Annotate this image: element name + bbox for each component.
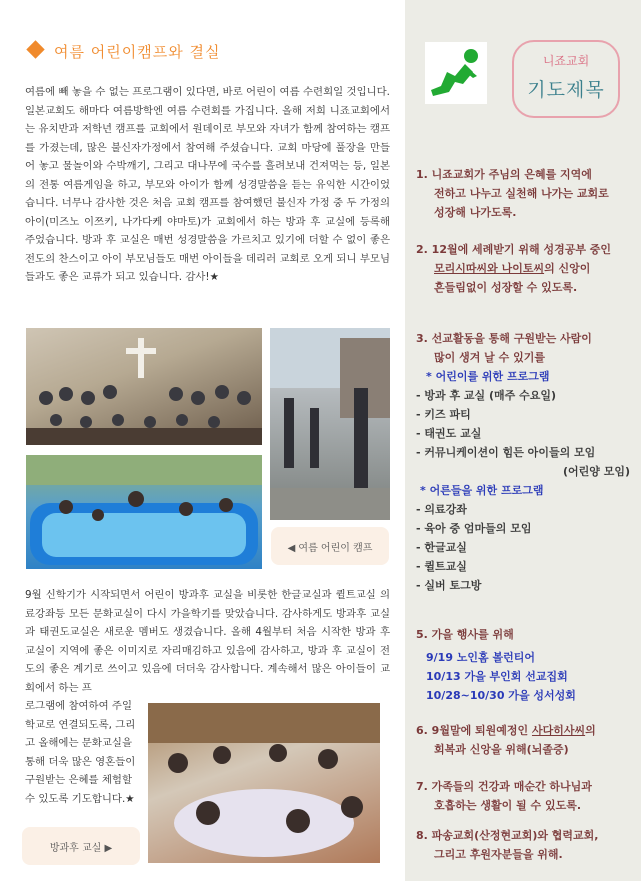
kids-program-4: - 커뮤니케이션이 힘든 아이들의 모임 xyxy=(416,446,596,459)
prayer-item-6: 6. 9월말에 퇴원예정인 사다히사씨의 회복과 신앙을 위해(뇌졸증) xyxy=(416,724,596,756)
prayer-title: 기도제목 xyxy=(527,79,605,101)
prayer-title-box xyxy=(512,40,620,118)
outdoor-photo-art xyxy=(270,328,390,520)
prayer-item-1: 1. 니죠교회가 주님의 은혜를 지역에 전하고 나누고 실천해 나가는 교회로 성장해 나가도록. xyxy=(416,168,609,219)
kids-program-note: (어린양 모임) xyxy=(562,465,630,478)
event-3: 10/28~10/30 가을 성서성회 xyxy=(426,689,576,702)
adult-program-5: - 실버 토그방 xyxy=(416,579,482,592)
afterschool-caption: 방과후 교실 ▶ xyxy=(22,827,140,865)
prayer-item-7: 7. 가족들의 건강과 매순간 하나님과 호흡하는 생활이 될 수 있도록. xyxy=(416,780,592,812)
pool-photo xyxy=(26,455,262,569)
adult-program-header: * 어른들을 위한 프로그램 xyxy=(420,484,544,497)
pool-photo-art xyxy=(26,455,262,569)
event-2: 10/13 가을 부인회 선교집회 xyxy=(426,670,568,683)
outdoor-photo xyxy=(270,328,390,520)
prayer-item-3: 3. 선교활동을 통해 구원받는 사람이 많이 생겨 날 수 있기를 * 어린이를 위한 프로그램 - 방과 후 교실 (매주 수요일) - 키즈 파티 - 태권도 교실 - 커뮤니케이션이 힘든 아이들의 모임 (어린양 모임) * 어른들을 위한 프로그램 - 의료강좌 - 육아 중 엄마들의 모임 - 한글교실 - 퀼트교실 - 실버 토그방 xyxy=(416,329,638,595)
baptism-candidates: 모리시따씨와 나이토씨 xyxy=(434,262,545,275)
prayer-item-5: 5. 가을 행사를 위해 9/19 노인홈 볼런티어 10/13 가을 부인회 선교집회 10/28~10/30 가을 성서성회 xyxy=(416,625,638,705)
adult-program-2: - 육아 중 엄마들의 모임 xyxy=(416,522,532,535)
afterschool-paragraph-cont: 로그램에 참여하여 주일학교로 연결되도록, 그리고 올해에는 문화교실을 통해 더욱 많은 영혼들이 구원받는 은혜를 체험할 수 있도록 기도합니다.★ xyxy=(25,700,136,805)
kids-program-1: - 방과 후 교실 (매주 수요일) xyxy=(416,389,557,402)
kids-program-2: - 키즈 파티 xyxy=(416,408,471,421)
prayer-item-8: 8. 파송교회(산정현교회)와 협력교회, 그리고 후원자분들을 위해. xyxy=(416,829,599,861)
church-name: 니죠교회 xyxy=(542,54,590,68)
praying-person-icon-art xyxy=(425,42,487,104)
kids-program-3: - 태권도 교실 xyxy=(416,427,482,440)
patient-name: 사다히사씨 xyxy=(531,724,586,737)
group-photo xyxy=(26,328,262,445)
camp-paragraph: 여름에 빼 놓을 수 없는 프로그램이 있다면, 바로 어린이 여름 수련회일 것입니다. 일본교회도 해마다 여름방학엔 여름 수련회를 가집니다. 올해 저희 니죠교회에서는 유치반과 저학년 캠프를 교회에서 원데이로 부모와 자녀가 함께 참여하는 캠프를 가졌는데, 많은 불신자가정에서 참여해 주셨습니다. 교회 마당에 풀장을 만들어 놓고 물놀이와 수박깨기, 그리고 대나무에 국수를 흘려보내 건져먹는 등, 일본의 전통 여름게임을 하고, 부모와 아이가 함께 성경말씀을 듣는 유익한 시간이었습니다. 너무나 감사한 것은 처음 교회 캠프를 참여했던 불신자 가정 중 두 가정의 아이(미즈노 이쯔키, 나가다케 야마토)가 교회에서 하는 방과 후 교실에 등록해 주었습니다. 방과 후 교실은 매번 성경말씀을 가르치고 있기에 더할 수 없이 좋은 전도의 찬스이고 아이 부모님들도 매번 아이들을 데리러 교회로 오게 되니 부모님들과도 좋은 교류가 되고 있습니다. 감사!★ xyxy=(25,86,390,283)
afterschool-paragraph: 9월 신학기가 시작되면서 어린이 방과후 교실을 비롯한 한글교실과 퀼트교실 의료강좌등 모든 문화교실이 다시 가을학기를 맞았습니다. 감사하게도 방과후 교실과 태권도교실은 새로운 멤버도 생겼습니다. 올해 4월부터 처음 시작한 방과 후 교실이 지역에 좋은 이미지로 자리매김하고 있음에 감사하고, 방과 후 교실이 전도의 좋은 계기로 쓰이고 있음에 더더욱 감사합니다. 계속해서 많은 아이들이 교회에서 하는 프 xyxy=(25,589,390,694)
title-diamond-icon xyxy=(26,40,44,58)
classroom-photo-art xyxy=(148,703,380,863)
kids-program-header: * 어린이를 위한 프로그램 xyxy=(426,370,550,383)
section-title: 여름 어린이캠프와 결실 xyxy=(54,43,221,61)
group-photo-art xyxy=(26,328,262,445)
prayer-item-2: 2. 12월에 세례받기 위해 성경공부 중인 모리시따씨와 나이토씨의 신앙이 흔들림없이 성장할 수 있도록. xyxy=(416,243,612,294)
summer-camp-caption: ◀ 여름 어린이 캠프 xyxy=(271,527,389,565)
praying-person-icon xyxy=(425,42,487,104)
adult-program-1: - 의료강좌 xyxy=(416,503,467,516)
adult-program-4: - 퀼트교실 xyxy=(416,560,467,573)
event-1: 9/19 노인홈 볼런티어 xyxy=(426,651,536,664)
classroom-photo xyxy=(148,703,380,863)
adult-program-3: - 한글교실 xyxy=(416,541,467,554)
